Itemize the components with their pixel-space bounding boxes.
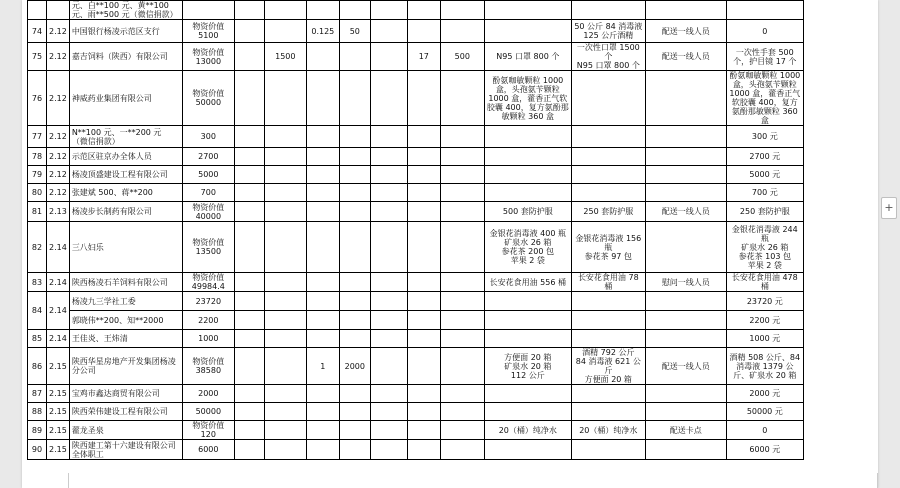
i-cell: 慰问一线人员	[645, 273, 726, 292]
g-cell	[484, 311, 571, 330]
j-cell: 0	[726, 421, 803, 440]
d-cell	[370, 148, 407, 166]
b-cell: 0.125	[306, 20, 339, 43]
b-cell	[306, 421, 339, 440]
c-cell	[339, 330, 370, 348]
e-cell	[407, 184, 440, 202]
date-cell: 2.13	[47, 202, 70, 222]
j-cell: 酒精 508 公斤、84 消毒液 1379 公斤、矿泉水 20 箱	[726, 348, 803, 385]
e-cell	[407, 71, 440, 126]
g-cell: 金银花消毒液 400 瓶 矿泉水 26 箱 参花茶 200 包 苹果 2 袋	[484, 222, 571, 273]
table-row	[28, 148, 804, 166]
f-cell	[440, 222, 484, 273]
c-cell	[339, 126, 370, 148]
g-cell: 方便面 20 箱 矿泉水 20 箱 112 公斤	[484, 348, 571, 385]
e-cell	[407, 166, 440, 184]
h-cell	[571, 403, 645, 421]
table-row	[28, 348, 804, 385]
value-cell: 2200	[182, 311, 234, 330]
a-cell	[264, 71, 306, 126]
a-cell	[264, 222, 306, 273]
c-cell	[339, 440, 370, 460]
donor-cell: 中国银行杨凌示范区支行	[69, 20, 182, 43]
i-cell	[645, 311, 726, 330]
value-cell: 5000	[182, 166, 234, 184]
g-cell: 20（桶）纯净水	[484, 421, 571, 440]
f-cell	[440, 385, 484, 403]
c-cell: 50	[339, 20, 370, 43]
f-cell	[440, 20, 484, 43]
b-cell	[306, 330, 339, 348]
f-cell	[440, 421, 484, 440]
h-cell: 金银花消毒液 156 瓶 参花茶 97 包	[571, 222, 645, 273]
j-cell: 250 套防护服	[726, 202, 803, 222]
f-cell	[440, 126, 484, 148]
a-cell	[264, 148, 306, 166]
value-cell: 物资价值 120	[182, 421, 234, 440]
j-cell: 2700 元	[726, 148, 803, 166]
donor-cell: N**100 元、一**200 元 （微信捐款）	[69, 126, 182, 148]
table-row	[28, 1, 804, 20]
a-cell	[264, 348, 306, 385]
a-cell	[264, 202, 306, 222]
value-cell: 2700	[182, 148, 234, 166]
row-number: 77	[28, 126, 47, 148]
row-number: 89	[28, 421, 47, 440]
b-cell	[306, 148, 339, 166]
j-cell: 酚氨咖敏颗粒 1000 盒，头孢氨苄颗粒 1000 盒，藿香正气软胶囊 400，复方氨酚那敏颗粒 360 盒	[726, 71, 803, 126]
j-cell: 2200 元	[726, 311, 803, 330]
empty-cell	[234, 166, 264, 184]
donor-cell: 嘉吉饲料（陕西）有限公司	[69, 43, 182, 71]
table-row	[28, 71, 804, 126]
f-cell	[440, 311, 484, 330]
row-number: 90	[28, 440, 47, 460]
plus-icon: +	[884, 201, 894, 214]
e-cell	[407, 330, 440, 348]
g-cell	[484, 292, 571, 311]
h-cell	[571, 166, 645, 184]
e-cell	[407, 222, 440, 273]
value-cell: 物资价值 40000	[182, 202, 234, 222]
date-cell: 2.12	[47, 43, 70, 71]
a-cell	[264, 166, 306, 184]
c-cell	[339, 71, 370, 126]
empty-cell	[234, 292, 264, 311]
table-row	[28, 43, 804, 71]
h-cell	[571, 330, 645, 348]
donor-cell: 杨凌顶盛建设工程有限公司	[69, 166, 182, 184]
f-cell	[440, 403, 484, 421]
empty-cell	[234, 71, 264, 126]
b-cell	[306, 385, 339, 403]
table-row	[28, 330, 804, 348]
table-row	[28, 440, 804, 460]
d-cell	[370, 421, 407, 440]
d-cell	[370, 71, 407, 126]
row-number: 76	[28, 71, 47, 126]
d-cell	[370, 202, 407, 222]
b-cell	[306, 311, 339, 330]
table-row	[28, 20, 804, 43]
empty-cell	[234, 348, 264, 385]
c-cell	[339, 421, 370, 440]
j-cell: 1000 元	[726, 330, 803, 348]
g-cell: 500 套防护服	[484, 202, 571, 222]
a-cell	[264, 311, 306, 330]
table-row	[28, 126, 804, 148]
donor-cell: 三八妇乐	[69, 222, 182, 273]
i-cell	[645, 126, 726, 148]
date-cell: 2.15	[47, 385, 70, 403]
value-cell: 2000	[182, 385, 234, 403]
g-cell	[484, 166, 571, 184]
row-number: 82	[28, 222, 47, 273]
value-cell: 300	[182, 126, 234, 148]
h-cell: 250 套防护服	[571, 202, 645, 222]
j-cell: 300 元	[726, 126, 803, 148]
empty-cell	[234, 202, 264, 222]
e-cell	[407, 311, 440, 330]
d-cell	[370, 166, 407, 184]
d-cell	[370, 348, 407, 385]
b-cell	[306, 403, 339, 421]
h-cell: 50 公斤 84 消毒液 125 公斤酒精	[571, 20, 645, 43]
d-cell	[370, 273, 407, 292]
donor-cell: 杨凌九三学社工委	[69, 292, 182, 311]
g-cell	[484, 184, 571, 202]
j-cell: 一次性手套 500 个，护目镜 17 个	[726, 43, 803, 71]
c-cell	[339, 273, 370, 292]
a-cell	[264, 20, 306, 43]
f-cell	[440, 292, 484, 311]
table-row	[28, 292, 804, 311]
expand-button[interactable]	[881, 197, 897, 219]
f-cell	[440, 184, 484, 202]
e-cell	[407, 403, 440, 421]
c-cell	[339, 222, 370, 273]
date-cell: 2.14	[47, 273, 70, 292]
b-cell	[306, 440, 339, 460]
c-cell	[339, 311, 370, 330]
a-cell	[264, 292, 306, 311]
row-number: 84	[28, 292, 47, 330]
f-cell	[440, 330, 484, 348]
g-cell: 酚氨咖敏颗粒 1000 盒，头孢氨苄颗粒 1000 盒，藿香正气软胶囊 400，复方氨酚那敏颗粒 360 盒	[484, 71, 571, 126]
b-cell	[306, 292, 339, 311]
j-cell: 5000 元	[726, 166, 803, 184]
h-cell	[571, 148, 645, 166]
empty-cell	[234, 148, 264, 166]
f-cell	[440, 148, 484, 166]
f-cell	[440, 71, 484, 126]
f-cell	[440, 348, 484, 385]
e-cell	[407, 348, 440, 385]
g-cell	[484, 330, 571, 348]
value-cell: 23720	[182, 292, 234, 311]
empty-cell	[234, 43, 264, 71]
c-cell	[339, 43, 370, 71]
h-cell	[571, 311, 645, 330]
i-cell: 配送卡点	[645, 421, 726, 440]
b-cell	[306, 222, 339, 273]
row-number: 78	[28, 148, 47, 166]
donor-cell: 示范区驻京办全体人员	[69, 148, 182, 166]
donor-cell: 王佳炎、王炜清	[69, 330, 182, 348]
value-cell: 700	[182, 184, 234, 202]
table-row	[28, 311, 804, 330]
empty-cell	[234, 421, 264, 440]
j-cell: 2000 元	[726, 385, 803, 403]
empty-cell	[234, 20, 264, 43]
c-cell	[339, 184, 370, 202]
i-cell	[645, 385, 726, 403]
d-cell	[370, 20, 407, 43]
h-cell: 一次性口罩 1500 个 N95 口罩 800 个	[571, 43, 645, 71]
d-cell	[370, 330, 407, 348]
f-cell	[440, 440, 484, 460]
empty-cell	[234, 330, 264, 348]
donor-cell: 陕西杨凌石羊饲料有限公司	[69, 273, 182, 292]
i-cell: 配送一线人员	[645, 20, 726, 43]
a-cell	[264, 403, 306, 421]
i-cell	[645, 292, 726, 311]
d-cell	[370, 184, 407, 202]
date-cell: 2.12	[47, 20, 70, 43]
b-cell	[306, 126, 339, 148]
d-cell	[370, 440, 407, 460]
empty-cell	[234, 222, 264, 273]
c-cell	[339, 385, 370, 403]
e-cell	[407, 440, 440, 460]
value-cell: 物资价值 13500	[182, 222, 234, 273]
e-cell: 17	[407, 43, 440, 71]
date-cell: 2.12	[47, 166, 70, 184]
d-cell	[370, 385, 407, 403]
row-number: 80	[28, 184, 47, 202]
donor-cell: 陕西荣伟建设工程有限公司	[69, 403, 182, 421]
a-cell	[264, 184, 306, 202]
e-cell	[407, 292, 440, 311]
row-number: 86	[28, 348, 47, 385]
h-cell	[571, 126, 645, 148]
row-number: 87	[28, 385, 47, 403]
d-cell	[370, 222, 407, 273]
empty-cell	[234, 403, 264, 421]
empty-cell	[234, 184, 264, 202]
document-page	[22, 0, 878, 488]
donor-cell: 宝鸡市鑫达商贸有限公司	[69, 385, 182, 403]
table-row	[28, 184, 804, 202]
row-number: 81	[28, 202, 47, 222]
value-cell: 物资价值 50000	[182, 71, 234, 126]
b-cell	[306, 43, 339, 71]
c-cell	[339, 166, 370, 184]
f-cell	[440, 273, 484, 292]
h-cell	[571, 292, 645, 311]
j-cell: 700 元	[726, 184, 803, 202]
empty-cell	[234, 126, 264, 148]
donor-cell: 杨凌步长制药有限公司	[69, 202, 182, 222]
date-cell: 2.14	[47, 330, 70, 348]
donor-cell: 陕西华星房地产开发集团杨凌分公司	[69, 348, 182, 385]
a-cell	[264, 330, 306, 348]
date-cell: 2.14	[47, 222, 70, 273]
g-cell: N95 口罩 800 个	[484, 43, 571, 71]
h-cell	[571, 184, 645, 202]
j-cell: 0	[726, 20, 803, 43]
f-cell	[440, 166, 484, 184]
f-cell: 500	[440, 43, 484, 71]
table-row	[28, 222, 804, 273]
empty-cell	[234, 273, 264, 292]
table-row	[28, 273, 804, 292]
empty-cell	[234, 311, 264, 330]
h-cell: 长安花食用油 78 桶	[571, 273, 645, 292]
j-cell: 金银花消毒液 244 瓶 矿泉水 26 箱 参花茶 103 包 苹果 2 袋	[726, 222, 803, 273]
date-cell: 2.15	[47, 348, 70, 385]
h-cell	[571, 71, 645, 126]
table-row	[28, 166, 804, 184]
g-cell	[484, 440, 571, 460]
i-cell: 配送一线人员	[645, 202, 726, 222]
i-cell	[645, 148, 726, 166]
row-number: 74	[28, 20, 47, 43]
e-cell	[407, 385, 440, 403]
a-cell	[264, 385, 306, 403]
date-cell: 2.12	[47, 184, 70, 202]
d-cell	[370, 403, 407, 421]
e-cell	[407, 273, 440, 292]
c-cell	[339, 202, 370, 222]
c-cell	[339, 292, 370, 311]
empty-cell	[234, 440, 264, 460]
date-cell: 2.12	[47, 126, 70, 148]
date-cell: 2.15	[47, 403, 70, 421]
value-cell: 物资价值 13000	[182, 43, 234, 71]
table-row	[28, 202, 804, 222]
row-number: 88	[28, 403, 47, 421]
g-cell	[484, 403, 571, 421]
h-cell	[571, 440, 645, 460]
table-row	[28, 403, 804, 421]
g-cell	[484, 20, 571, 43]
d-cell	[370, 43, 407, 71]
j-cell: 长安花食用油 478 桶	[726, 273, 803, 292]
b-cell	[306, 184, 339, 202]
i-cell	[645, 440, 726, 460]
date-cell: 2.12	[47, 71, 70, 126]
donor-cell: 陕西建工第十六建设有限公司全体职工	[69, 440, 182, 460]
donor-cell: 元、白**100 元、黄**100 元、雨**500 元（微信捐款）	[69, 1, 182, 20]
b-cell	[306, 202, 339, 222]
value-cell: 1000	[182, 330, 234, 348]
e-cell	[407, 202, 440, 222]
value-cell: 50000	[182, 403, 234, 421]
i-cell: 配送一线人员	[645, 43, 726, 71]
e-cell	[407, 148, 440, 166]
a-cell	[264, 421, 306, 440]
b-cell	[306, 166, 339, 184]
value-cell: 6000	[182, 440, 234, 460]
b-cell: 1	[306, 348, 339, 385]
a-cell	[264, 126, 306, 148]
j-cell: 50000 元	[726, 403, 803, 421]
a-cell	[264, 273, 306, 292]
f-cell	[440, 202, 484, 222]
g-cell	[484, 126, 571, 148]
i-cell	[645, 166, 726, 184]
donor-cell: 藿龙圣泉	[69, 421, 182, 440]
table-row	[28, 421, 804, 440]
b-cell	[306, 71, 339, 126]
i-cell	[645, 330, 726, 348]
j-cell: 6000 元	[726, 440, 803, 460]
d-cell	[370, 126, 407, 148]
i-cell	[645, 71, 726, 126]
i-cell: 配送一线人员	[645, 348, 726, 385]
value-cell: 物资价值 5100	[182, 20, 234, 43]
i-cell	[645, 222, 726, 273]
d-cell	[370, 311, 407, 330]
j-cell: 23720 元	[726, 292, 803, 311]
e-cell	[407, 126, 440, 148]
row-number: 83	[28, 273, 47, 292]
row-number: 79	[28, 166, 47, 184]
e-cell	[407, 20, 440, 43]
donation-table	[27, 0, 804, 460]
i-cell	[645, 403, 726, 421]
empty-cell	[234, 385, 264, 403]
donor-cell: 郭晓伟**200、知**2000	[69, 311, 182, 330]
g-cell	[484, 385, 571, 403]
row-number: 85	[28, 330, 47, 348]
g-cell	[484, 148, 571, 166]
c-cell	[339, 403, 370, 421]
date-cell: 2.15	[47, 421, 70, 440]
h-cell: 20（桶）纯净水	[571, 421, 645, 440]
page-edge	[68, 473, 878, 488]
g-cell: 长安花食用油 556 桶	[484, 273, 571, 292]
h-cell: 酒精 792 公斤 84 消毒液 621 公斤 方便面 20 箱	[571, 348, 645, 385]
date-cell: 2.15	[47, 440, 70, 460]
value-cell: 物资价值 49984.4	[182, 273, 234, 292]
e-cell	[407, 421, 440, 440]
donor-cell: 神威药业集团有限公司	[69, 71, 182, 126]
c-cell: 2000	[339, 348, 370, 385]
b-cell	[306, 273, 339, 292]
a-cell	[264, 440, 306, 460]
date-cell: 2.12	[47, 148, 70, 166]
d-cell	[370, 292, 407, 311]
date-cell: 2.14	[47, 292, 70, 330]
table-row	[28, 385, 804, 403]
h-cell	[571, 385, 645, 403]
value-cell: 物资价值 38580	[182, 348, 234, 385]
row-number: 75	[28, 43, 47, 71]
a-cell: 1500	[264, 43, 306, 71]
c-cell	[339, 148, 370, 166]
donor-cell: 张建斌 500、蒋**200	[69, 184, 182, 202]
i-cell	[645, 184, 726, 202]
